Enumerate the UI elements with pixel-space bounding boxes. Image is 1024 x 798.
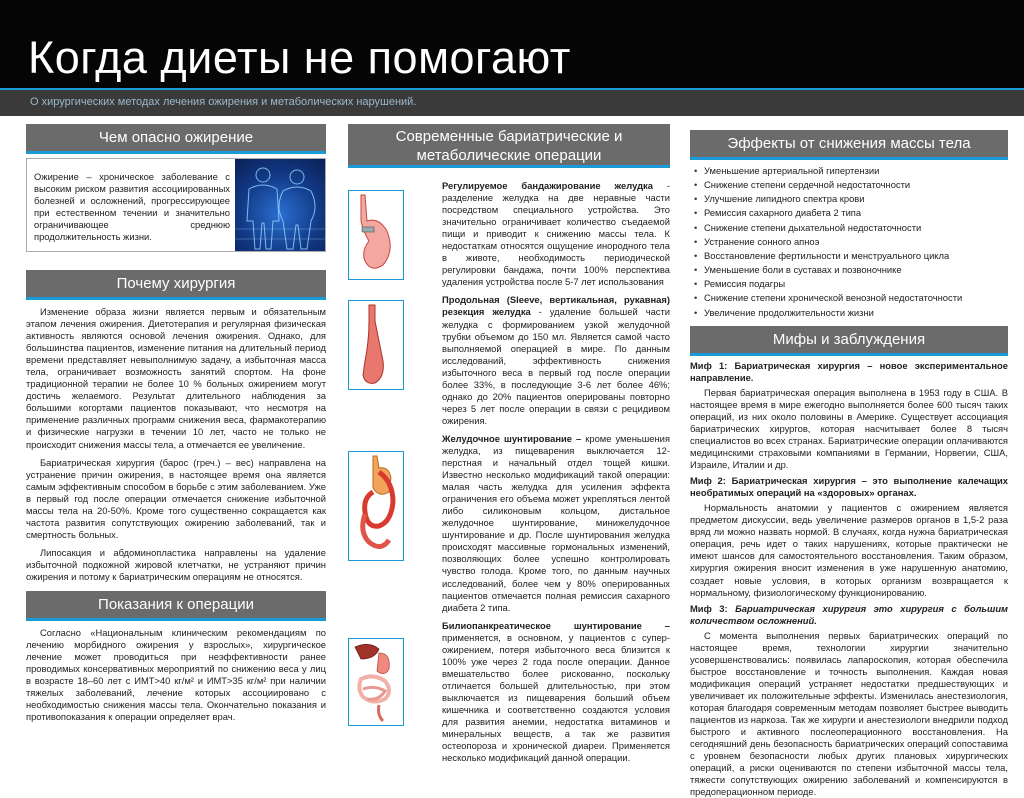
why-paragraph-2: Бариатрическая хирургия (барос (греч.) – вес) направлена на устранение причин ожирения, в настоящее время она является самым эффективным способом в борьбе с этим заболеванием. Уже в первый год после операции отмечается снижение избыточной массы тела на 20-50%. Кроме того существенно сокращается как частота развития сопутствующих ожирению заболеваний, так и смертность больных. (26, 456, 326, 540)
left-column (26, 124, 326, 723)
operations-heading: Современные бариатрические и метаболические операции (348, 124, 670, 168)
effects-list-item: • Улучшение липидного спектра крови (690, 192, 1008, 206)
operation-bpd-body: применяется, в основном, у пациентов с супер-ожирением, потеря избыточного веса близится к 100% уже через 2 года после операции. Данное вмешательство более рискованно, поскольку отличается большей длительностью, при этом выключается из пищеварения больший объем кишечника и соответственно создаются условия для развития анемии, недостатка витаминов и минеральных веществ, а так же развития остеопороза и хронической диареи. Применяется несколько модификаций данной операции. (442, 631, 670, 764)
operation-banding-title: Регулируемое бандажирование желудка (442, 180, 653, 191)
operation-banding-body: - разделение желудка на две неравные части посредством специального устройства. Это значительно ограничивает количество съедаемой пищи и приводит к снижению массы тела. К недостаткам относятся ощущение инородного тела в животе, необходимость периодической регулировки бандажа, почти 100% перспектива удаления устройства после 5-7 лет использования (442, 180, 670, 288)
operation-sleeve-title: Продольная (Sleeve, вертикальная, рукавная) резекция желудка (442, 294, 670, 318)
danger-box (26, 158, 326, 252)
operation-bypass-text (442, 433, 670, 614)
page-subtitle: О хирургических методах лечения ожирения и метаболических нарушений. (30, 96, 417, 108)
effects-list-item: • Увеличение продолжительности жизни (690, 306, 1008, 320)
operation-sleeve-body: - удаление большей части желудка с формированием узкой желудочной трубки объемом до 150 мл. Является самой часто выполняемой операцией в мире. По данным исследований, эффективность снижения избыточного веса в первый год после операции более 33%, в последующие 3-6 лет более 46%; однако до 20% пациентов оперированы повторно через 5 лет после операции в связи с рецидивом ожирения. (442, 306, 671, 426)
indications-heading: Показания к операции (26, 591, 326, 621)
effects-list-item: • Ремиссия сахарного диабета 2 типа (690, 206, 1008, 220)
obesity-silhouettes-image (235, 159, 325, 251)
operation-banding-text (442, 180, 670, 288)
myth-1-title: Миф 1: Бариатрическая хирургия – новое экспериментальное направление. (690, 359, 1008, 383)
myth-2-title: Миф 2: Бариатрическая хирургия – это выполнение калечащих необратимых операций на «здоровых» органах. (690, 475, 1008, 499)
myth-3-text: С момента выполнения первых бариатрических операций по настоящее время, технологии хирургии значительно усовершенствовались: появилась лапароскопия, которая обеспечила быстрое восстановление и точность выполнения. Каждая новая модификация операций устраняет недостатки предшествующих и увеличивает их положительные эффекты. Изменилась анестезиология, которая благодаря современным методам позволяет быстрее выводить пациентов из наркоза. Так же хирурги и анестезиологи внедрили подход быстрого и активного послеоперационного восстановления. На сегодняшний день безопасность бариатрических операций сопоставима с уровнем безопасности любых других плановых хирургических операций, а риски оцениваются по степени избыточной массы тела, тяжести сопутствующих ожирению заболеваний и компенсируются в предоперационном периоде. (690, 629, 1008, 798)
myth-3-label: Миф 3: (690, 602, 736, 614)
right-column (690, 130, 1008, 798)
operation-sleeve-text (442, 294, 670, 427)
effects-list (690, 164, 1008, 320)
operation-bpd-text (442, 620, 670, 765)
middle-column (348, 124, 670, 764)
sleeve-gastrectomy-image (348, 300, 404, 390)
myths-section (690, 360, 1008, 798)
why-heading: Почему хирургия (26, 270, 326, 300)
why-paragraph-1: Изменение образа жизни является первым и обязательным этапом лечения ожирения. Диетотерапия и регулярная физическая активность являются основой лечения ожирения. Однако, для большинства пациентов, изменение питания на длительный период времени представляет невыполнимую задачу, а избыточная масса тела, ограничивает возможность занятий спортом. На фоне традиционной терапии не более 10 % больных ожирением могут достичь желаемого. Результат длительного наблюдения за большими когортами пациентов показывают, что несмотря на применение различных программ снижения веса, фармакотерапию и физические нагрузки в течении 10 лет, часто не только не происходит снижения массы тела, а отмечается ее увеличение. (26, 306, 326, 450)
danger-heading: Чем опасно ожирение (26, 124, 326, 154)
operation-sleeve (348, 294, 670, 427)
operation-bpd-title: Билиопанкреатическое шунтирование – (442, 619, 670, 631)
effects-list-item: • Уменьшение артериальной гипертензии (690, 164, 1008, 178)
myth-1-text: Первая бариатрическая операция выполнена в 1953 году в США. В настоящее время в мире ежегодно выполняется более 600 тысяч таких операций, из них около половины в Америке. Существует ассоциация бариатрических хирургов, которая насчитывает более 8 тысяч специалистов во всех странах. Бариатрические операции оплачиваются медицинскими страховыми компаниями в Германии, Норвегии, США, Израиле, Италии и др. (690, 386, 1008, 471)
effects-list-item: • Устранение сонного апноэ (690, 235, 1008, 249)
operation-banding (348, 180, 670, 288)
myth-3-heading (690, 603, 1008, 627)
subtitle-bar (0, 90, 1024, 116)
effects-list-item: • Уменьшение боли в суставах и позвоночнике (690, 263, 1008, 277)
operation-bypass-title: Желудочное шунтирование – (442, 432, 582, 444)
operation-bypass (348, 433, 670, 614)
effects-heading: Эффекты от снижения массы тела (690, 130, 1008, 160)
operation-bpd (348, 620, 670, 765)
effects-list-item: • Ремиссия подагры (690, 277, 1008, 291)
operation-bypass-body: кроме уменьшения желудка, из пищеварения выключается 12-перстная и начальный отдел тощей кишки. Известно несколько модификаций такой операции: малая часть желудка для усиления эффекта ограничения его объема может укрепляться лентой либо силиконовым кольцом, дистальное желудочное шунтирование, минижелудочное шунтирование и др. После шунтирования желудка происходят массивные гормональных изменений, позволяющих более успешно контролировать чувство голода. Кроме того, по данным научных исследований, более чем у 80% оперированных пациентов отмечается полная ремиссия сахарного диабета 2 типа. (442, 432, 670, 613)
myth-2-text: Нормальность анатомии у пациентов с ожирением является предметом дискуссии, ведь увеличение размеров органов в 1,5-2 раза вряд ли можно назвать нормой. В случаях, когда нужна бариатрическая операция, речь идет о таких нарушениях, которые практически не имеют шансов для самостоятельного восстановления. Таким образом, хирургия ожирения вносит изменения в уже нарушенную анатомию, создает новые условия, в которых организм возвращается к нормальному, физиологическому функционированию. (690, 502, 1008, 598)
page-title: Когда диеты не помогают (28, 32, 571, 83)
myth-3-title: Бариатрическая хирургия это хирургия с большим количеством осложнений. (690, 602, 1008, 626)
effects-list-item: • Снижение степени сердечной недостаточности (690, 178, 1008, 192)
page-header (0, 0, 1024, 90)
gastric-banding-image (348, 190, 404, 280)
effects-list-item: • Восстановление фертильности и менструального цикла (690, 249, 1008, 263)
myths-heading: Мифы и заблуждения (690, 326, 1008, 356)
why-section (26, 306, 326, 583)
danger-text: Ожирение – хроническое заболевание с высоким риском развития ассоциированных болезней и осложнений, прогрессирующее при естественном течении и значительно ограничивающее среднюю продолжительность жизни. (34, 171, 230, 243)
why-paragraph-3: Липосакция и абдоминопластика направлены на удаление избыточной подкожной жировой клетчатки, не устраняют причин ожирения и потому к бариатрическим операциям не относятся. (26, 546, 326, 582)
gastric-bypass-image (348, 451, 404, 561)
indications-text: Согласно «Национальным клиническим рекомендациям по лечению морбидного ожирения у взрослых», хирургическое лечение может проводиться при неэффективности ранее проводимых консервативных мероприятий по снижению веса у лиц в возрасте 18–60 лет с ИМТ>40 кг/м² и ИМТ>35 кг/м² при наличии тяжелых заболеваний, лечение которых ассоциировано с необходимостью снижения массы тела. Окончательно показания и противопоказания к операции определяет врач. (26, 627, 326, 723)
effects-list-item: • Снижение степени дыхательной недостаточности (690, 221, 1008, 235)
effects-list-item: • Снижение степени хронической венозной недостаточности (690, 291, 1008, 305)
biliopancreatic-diversion-image (348, 638, 404, 726)
